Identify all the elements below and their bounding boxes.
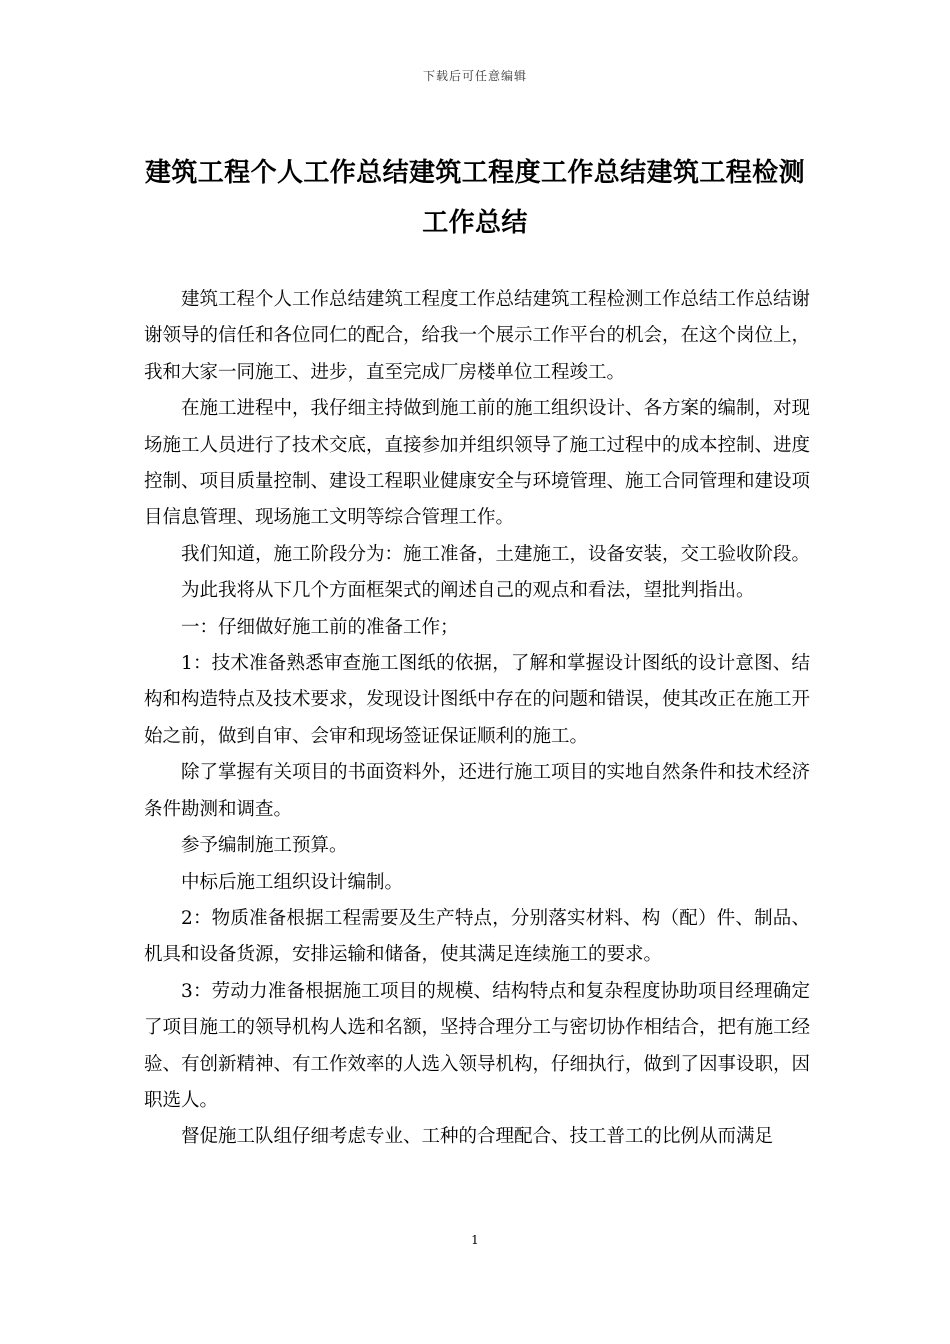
paragraph: 中标后施工组织设计编制。 xyxy=(181,871,404,893)
paragraph: 在施工进程中，我仔细主持做到施工前的施工组织设计、各方案的编制，对现场施工人员进行了技术交底，直接参加并组织领导了施工过程中的成本控制、进度控制、项目质量控制、建设工程职业健康安全与环境管理、施工合同管理和建设项目信息管理、现场施工文明等综合管理工作。 xyxy=(144,398,811,529)
document-body xyxy=(144,282,810,1156)
header-note: 下载后可任意编辑 xyxy=(422,69,527,83)
document-title: 建筑工程个人工作总结建筑工程度工作总结建筑工程检测工作总结 xyxy=(144,158,805,238)
paragraph: 建筑工程个人工作总结建筑工程度工作总结建筑工程检测工作总结工作总结谢谢领导的信任和各位同仁的配合，给我一个展示工作平台的机会，在这个岗位上，我和大家一同施工、进步，直至完成厂房楼单位工程竣工。 xyxy=(144,289,811,383)
paragraph: 我们知道，施工阶段分为：施工准备，土建施工，设备安装，交工验收阶段。 xyxy=(181,543,811,565)
paragraph: 除了掌握有关项目的书面资料外，还进行施工项目的实地自然条件和技术经济条件勘测和调查。 xyxy=(144,762,811,820)
paragraph: 一：仔细做好施工前的准备工作； xyxy=(181,616,459,638)
paragraph: 1：技术准备熟悉审查施工图纸的依据，了解和掌握设计图纸的设计意图、结构和构造特点及技术要求，发现设计图纸中存在的问题和错误，使其改正在施工开始之前，做到自审、会审和现场签证保证顺利的施工。 xyxy=(144,653,811,747)
paragraph: 为此我将从下几个方面框架式的阐述自己的观点和看法，望批判指出。 xyxy=(181,580,755,602)
paragraph: 3：劳动力准备根据施工项目的规模、结构特点和复杂程度协助项目经理确定了项目施工的领导机构人选和名额，坚持合理分工与密切协作相结合，把有施工经验、有创新精神、有工作效率的人选入领导机构，仔细执行，做到了因事设职，因职选人。 xyxy=(144,980,811,1111)
paragraph: 督促施工队组仔细考虑专业、工种的合理配合、技工普工的比例从而满足 xyxy=(181,1126,774,1148)
paragraph: 2：物质准备根据工程需要及生产特点，分别落实材料、构（配）件、制品、机具和设备货源，安排运输和储备，使其满足连续施工的要求。 xyxy=(144,907,810,966)
paragraph: 参予编制施工预算。 xyxy=(181,835,348,857)
page-number: 1 xyxy=(471,1233,479,1247)
